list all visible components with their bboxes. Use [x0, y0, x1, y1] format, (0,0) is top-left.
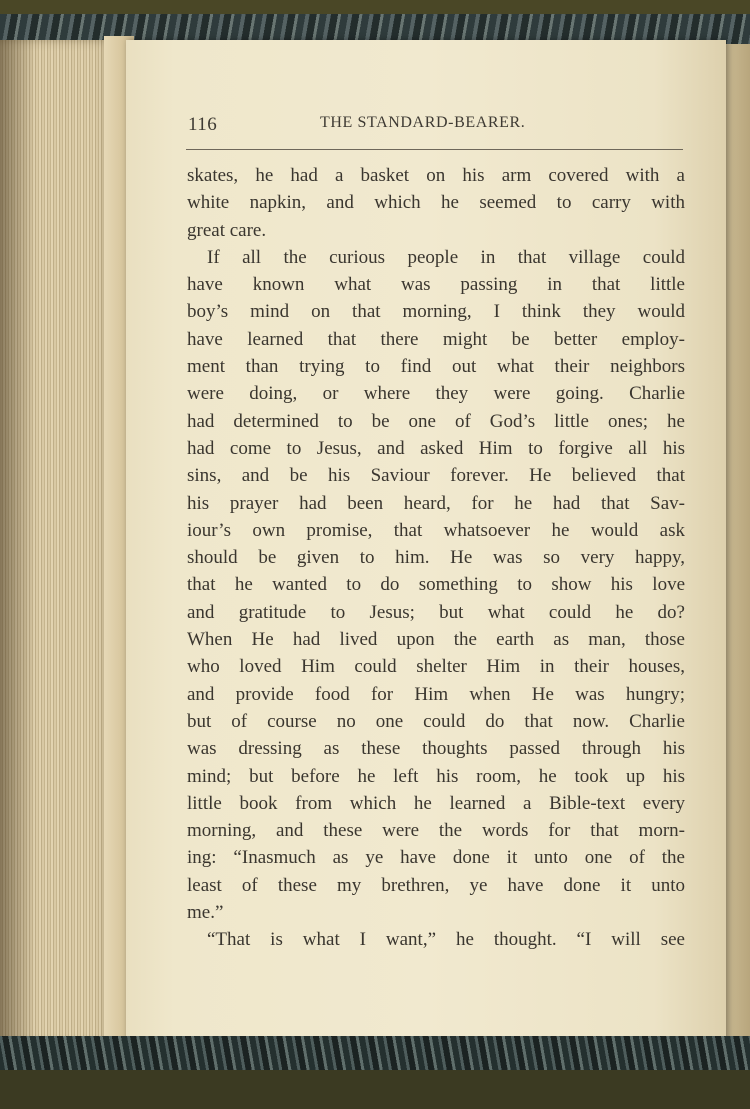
page-number: 116 [188, 114, 218, 135]
text-line: were doing, or where they were going. Charlie [187, 383, 685, 405]
text-line: skates, he had a basket on his arm covered with a [187, 165, 685, 186]
text-line: that he wanted to do something to show his love [187, 574, 685, 596]
text-line: ing: “Inasmuch as ye have done it unto one of the [187, 847, 685, 869]
text-line: his prayer had been heard, for he had that Sav- [187, 492, 685, 514]
text-line: should be given to him. He was so very happy, [187, 547, 685, 569]
text-line: least of these my brethren, ye have done it unto [187, 874, 685, 896]
text-line: “That is what I want,” he thought. “I will see [207, 929, 685, 951]
text-line: iour’s own promise, that whatsoever he would ask [187, 519, 685, 541]
body-text [187, 162, 685, 954]
text-line: had determined to be one of God’s little ones; he [187, 410, 685, 432]
text-line: who loved Him could shelter Him in their houses, [187, 656, 685, 678]
text-line: boy’s mind on that morning, I think they would [187, 301, 685, 323]
text-line: me.” [187, 902, 224, 924]
page-stack-shadow [0, 40, 36, 1040]
running-head: THE STANDARD-BEARER. [320, 114, 526, 131]
background-shadow [0, 1070, 750, 1109]
text-line: When He had lived upon the earth as man, those [187, 629, 685, 651]
text-line: white napkin, and which he seemed to carry with [187, 192, 685, 214]
text-line: sins, and be his Saviour forever. He believed that [187, 465, 685, 487]
text-line: ment than trying to find out what their neighbors [187, 356, 685, 378]
text-line: but of course no one could do that now. Charlie [187, 710, 685, 732]
text-line: mind; but before he left his room, he took up his [187, 765, 685, 787]
page-right-edge [722, 44, 750, 1044]
text-line: was dressing as these thoughts passed through his [187, 738, 685, 760]
text-line: have known what was passing in that little [187, 274, 685, 296]
text-line: great care. [187, 219, 267, 241]
header-rule [186, 149, 683, 150]
text-line: have learned that there might be better employ- [187, 328, 685, 350]
text-line: and provide food for Him when He was hungry; [187, 683, 685, 705]
text-line: morning, and these were the words for that morn- [187, 820, 685, 842]
text-line: and gratitude to Jesus; but what could he do? [187, 601, 685, 623]
text-line: If all the curious people in that village could [207, 246, 685, 268]
text-line: had come to Jesus, and asked Him to forgive all his [187, 437, 685, 459]
text-line: little book from which he learned a Bible-text every [187, 792, 685, 814]
